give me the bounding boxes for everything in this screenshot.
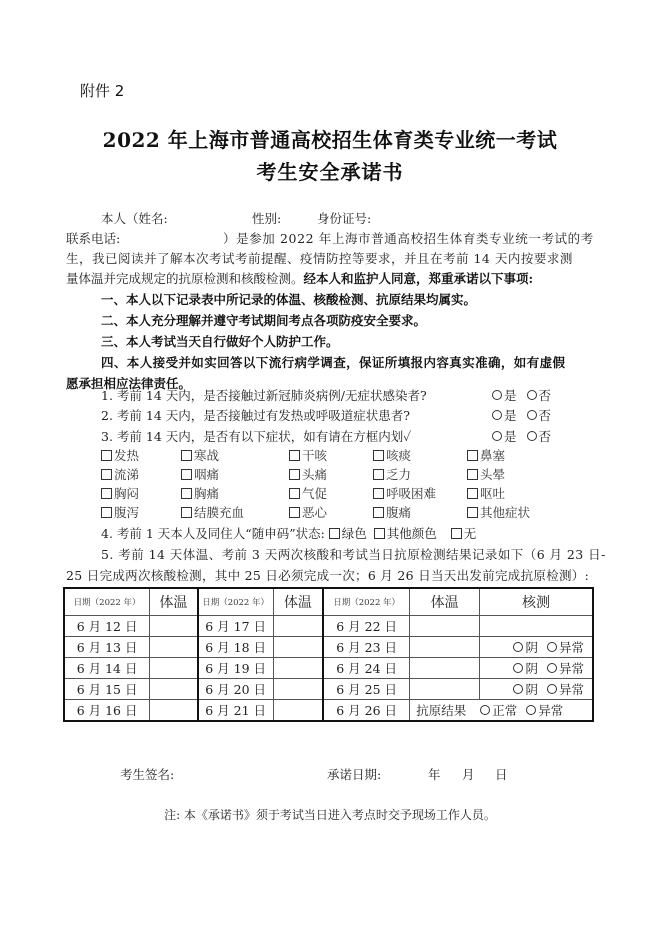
- question-3: [101, 427, 411, 445]
- option-label: 阴: [525, 661, 538, 676]
- symptom-fever[interactable]: [101, 446, 181, 465]
- question-5-line-1: 5. 考前 14 天体温、考前 3 天两次核酸和考试当日抗原检测结果记录如下（6 月 23 日-: [101, 547, 606, 562]
- checkbox-icon: [467, 488, 478, 499]
- table-row: [64, 637, 593, 658]
- intro-line-4: [66, 269, 533, 287]
- year-label: 年: [428, 767, 441, 782]
- date-cell: 6 月 12 日: [64, 616, 150, 637]
- question-3-options: [492, 427, 551, 445]
- symptom-dyspnea[interactable]: [373, 484, 467, 503]
- date-cell: 6 月 20 日: [198, 679, 274, 700]
- intro-line-3: 生，我已阅读并了解本次考试考前提醒、疫情防控等要求，并且在考前 14 天内按要求测: [66, 251, 573, 266]
- option-label: 异常: [558, 682, 584, 697]
- table-row: [64, 679, 593, 700]
- temperature-cell[interactable]: [410, 616, 480, 637]
- symptom-label: 胸闷: [114, 486, 140, 501]
- question-5-line-2: 25 日完成两次核酸检测，其中 25 日必须完成一次；6 月 26 日当天出发前完成抗原检测）:: [66, 568, 590, 583]
- table-header-row: [64, 588, 593, 616]
- gender-field[interactable]: [285, 209, 315, 224]
- nucleic-test-cell: [479, 616, 593, 637]
- checkbox-icon: [373, 507, 384, 518]
- question-4: [101, 524, 476, 542]
- question-2-text: 2. 考前 14 天内，是否接触过有发热或呼吸道症状患者?: [101, 408, 410, 423]
- nucleic-test-cell: [479, 679, 593, 700]
- negative-option[interactable]: [513, 682, 538, 697]
- phone-label: 联系电话:: [66, 231, 121, 246]
- symptom-label: 其他症状: [480, 505, 531, 520]
- id-number-field[interactable]: [378, 209, 558, 224]
- question-2-no[interactable]: [527, 408, 552, 423]
- footnote: 注: 本《承诺书》须于考试当日进入考点时交予现场工作人员。: [164, 808, 496, 822]
- option-label: 异常: [558, 661, 584, 676]
- question-1: [101, 386, 427, 404]
- commitment-4: 四、本人接受并如实回答以下流行病学调查，保证所填报内容真实准确，如有虚假: [101, 355, 566, 370]
- antigen-result-cell: [410, 700, 593, 722]
- checkbox-icon: [467, 450, 478, 461]
- normal-option[interactable]: [480, 703, 517, 718]
- temperature-cell[interactable]: [150, 679, 198, 700]
- question-3-no[interactable]: [527, 429, 552, 444]
- intro-line-4-text: 量体温并完成规定的抗原检测和核酸检测。: [66, 271, 304, 286]
- checkbox-icon: [181, 507, 192, 518]
- checkbox-icon: [289, 488, 300, 499]
- signature-field[interactable]: [185, 763, 315, 780]
- commitment-1: 一、本人以下记录表中所记录的体温、核酸检测、抗原结果均属实。: [101, 292, 477, 307]
- health-code-other-color[interactable]: [374, 526, 437, 541]
- radio-icon: [492, 431, 502, 441]
- temperature-cell[interactable]: [273, 616, 323, 637]
- health-code-green[interactable]: [329, 526, 367, 541]
- radio-icon: [527, 410, 537, 420]
- checkbox-icon: [373, 488, 384, 499]
- option-label: 其他颜色: [386, 526, 437, 541]
- checkbox-icon: [467, 469, 478, 480]
- option-label: 正常: [492, 703, 518, 718]
- date-cell: 6 月 25 日: [323, 679, 410, 700]
- symptom-label: 腹泻: [114, 505, 140, 520]
- radio-icon: [492, 410, 502, 420]
- negative-option[interactable]: [513, 640, 538, 655]
- abnormal-option[interactable]: [547, 640, 584, 655]
- date-cell: 6 月 22 日: [323, 616, 410, 637]
- symptom-label: 干咳: [302, 448, 328, 463]
- checkbox-icon: [101, 488, 112, 499]
- antigen-result-label: 抗原结果: [416, 703, 467, 718]
- temperature-cell[interactable]: [410, 637, 480, 658]
- signer-label: 考生签名:: [120, 767, 175, 782]
- temperature-cell[interactable]: [410, 679, 480, 700]
- name-field[interactable]: [178, 209, 248, 224]
- checkbox-icon: [181, 469, 192, 480]
- commitment-4-cont: 愿承担相应法律责任。: [66, 376, 192, 391]
- symptom-diarrhea[interactable]: [101, 503, 181, 522]
- symptom-label: 乏力: [386, 467, 412, 482]
- question-1-text: 1. 考前 14 天内，是否接触过新冠肺炎病例/无症状感染者?: [101, 388, 427, 403]
- symptom-label: 咽痛: [194, 467, 220, 482]
- temperature-cell[interactable]: [150, 700, 198, 722]
- checkbox-icon: [289, 469, 300, 480]
- document-subtitle: 考生安全承诺书: [256, 160, 404, 184]
- date-column-header: 日期（2022 年）: [323, 588, 410, 616]
- symptom-label: 呕吐: [480, 486, 506, 501]
- document-title: 2022 年上海市普通高校招生体育类专业统一考试: [102, 128, 558, 152]
- temperature-cell[interactable]: [150, 616, 198, 637]
- checkbox-icon: [181, 488, 192, 499]
- symptom-sore-throat[interactable]: [181, 465, 289, 484]
- symptom-checklist: [101, 446, 571, 522]
- date-cell: 6 月 14 日: [64, 658, 150, 679]
- checkbox-icon: [101, 450, 112, 461]
- health-code-none[interactable]: [451, 526, 477, 541]
- radio-icon: [526, 705, 536, 715]
- symptom-phlegm[interactable]: [373, 446, 467, 465]
- symptom-chills[interactable]: [181, 446, 289, 465]
- symptom-runny-nose[interactable]: [101, 465, 181, 484]
- temperature-column-header: 体温: [273, 588, 323, 616]
- month-label: 月: [462, 767, 475, 782]
- symptom-dizziness[interactable]: [467, 465, 567, 484]
- abnormal-option[interactable]: [547, 682, 584, 697]
- health-record-table: [63, 587, 594, 722]
- commitment-3: 三、本人考试当天自行做好个人防护工作。: [101, 334, 339, 349]
- date-cell: 6 月 21 日: [198, 700, 274, 722]
- question-3-yes[interactable]: [492, 429, 517, 444]
- abnormal-option[interactable]: [526, 703, 563, 718]
- radio-icon: [513, 642, 523, 652]
- gender-label: 性别:: [252, 211, 282, 226]
- question-2-yes[interactable]: [492, 408, 517, 423]
- symptom-label: 寒战: [194, 448, 220, 463]
- nucleic-test-column-header: 核测: [479, 588, 593, 616]
- checkbox-icon: [451, 528, 462, 539]
- day-label: 日: [495, 767, 508, 782]
- symptom-row: [101, 503, 571, 522]
- radio-icon: [527, 390, 537, 400]
- symptom-label: 头痛: [302, 467, 328, 482]
- symptom-chest-tightness[interactable]: [101, 484, 181, 503]
- question-1-options: [492, 386, 551, 404]
- temperature-column-header: 体温: [150, 588, 198, 616]
- question-4-text: 4. 考前 1 天本人及同住人“随申码”状态:: [101, 526, 325, 541]
- checkbox-icon: [181, 450, 192, 461]
- temperature-cell[interactable]: [273, 637, 323, 658]
- symptom-label: 流涕: [114, 467, 140, 482]
- table-row: [64, 616, 593, 637]
- symptom-row: [101, 446, 571, 465]
- checkbox-icon: [373, 450, 384, 461]
- checkbox-icon: [329, 528, 340, 539]
- symptom-label: 胸痛: [194, 486, 220, 501]
- date-column-header: 日期（2022 年）: [198, 588, 274, 616]
- symptom-vomiting[interactable]: [467, 484, 567, 503]
- symptom-label: 呼吸困难: [386, 486, 437, 501]
- intro-pledge-emphasis: 经本人和监护人同意，郑重承诺以下事项:: [303, 271, 534, 286]
- symptom-label: 头晕: [480, 467, 506, 482]
- symptom-nasal-congestion[interactable]: [467, 446, 567, 465]
- pledge-date-label: 承诺日期:: [327, 767, 382, 782]
- date-cell: 6 月 23 日: [323, 637, 410, 658]
- symptom-label: 气促: [302, 486, 328, 501]
- radio-icon: [480, 705, 490, 715]
- negative-option[interactable]: [513, 661, 538, 676]
- symptom-conjunctival-congestion[interactable]: [181, 503, 289, 522]
- option-label: 无: [463, 526, 477, 541]
- id-number-label: 身份证号:: [317, 211, 372, 226]
- yes-label: 是: [504, 429, 517, 444]
- temperature-cell[interactable]: [150, 637, 198, 658]
- phone-field[interactable]: [130, 229, 220, 244]
- radio-icon: [547, 642, 557, 652]
- option-label: 阴: [525, 640, 538, 655]
- abnormal-option[interactable]: [547, 661, 584, 676]
- question-2: [101, 406, 410, 424]
- date-cell: 6 月 24 日: [323, 658, 410, 679]
- date-cell: 6 月 18 日: [198, 637, 274, 658]
- symptom-shortness-of-breath[interactable]: [289, 484, 373, 503]
- symptom-row: [101, 484, 571, 503]
- attachment-label: 附件 2: [80, 82, 125, 100]
- question-1-yes[interactable]: [492, 388, 517, 403]
- checkbox-icon: [373, 469, 384, 480]
- question-2-options: [492, 406, 551, 424]
- temperature-cell[interactable]: [150, 658, 198, 679]
- radio-icon: [513, 663, 523, 673]
- yes-label: 是: [504, 408, 517, 423]
- symptom-dry-cough[interactable]: [289, 446, 373, 465]
- no-label: 否: [538, 388, 552, 403]
- temperature-cell[interactable]: [273, 679, 323, 700]
- symptom-other[interactable]: [467, 503, 567, 522]
- date-cell: 6 月 17 日: [198, 616, 274, 637]
- date-cell: 6 月 19 日: [198, 658, 274, 679]
- date-column-header: 日期（2022 年）: [64, 588, 150, 616]
- intro-line-2: ）是参加 2022 年上海市普通高校招生体育类专业统一考试的考: [223, 231, 594, 246]
- checkbox-icon: [101, 469, 112, 480]
- nucleic-test-cell: [479, 637, 593, 658]
- date-cell: 6 月 13 日: [64, 637, 150, 658]
- question-1-no[interactable]: [527, 388, 552, 403]
- nucleic-test-cell: [479, 658, 593, 679]
- question-3-text: 3. 考前 14 天内，是否有以下症状，如有请在方框内划✓: [101, 429, 412, 444]
- symptom-chest-pain[interactable]: [181, 484, 289, 503]
- symptom-nausea[interactable]: [289, 503, 373, 522]
- no-label: 否: [538, 429, 552, 444]
- no-label: 否: [538, 408, 552, 423]
- temperature-cell[interactable]: [273, 658, 323, 679]
- temperature-cell[interactable]: [273, 700, 323, 722]
- radio-icon: [527, 431, 537, 441]
- date-cell: 6 月 26 日: [323, 700, 410, 722]
- checkbox-icon: [374, 528, 385, 539]
- symptom-label: 鼻塞: [480, 448, 506, 463]
- radio-icon: [513, 684, 523, 694]
- table-row: [64, 658, 593, 679]
- symptom-abdominal-pain[interactable]: [373, 503, 467, 522]
- symptom-label: 结膜充血: [194, 505, 245, 520]
- option-label: 异常: [558, 640, 584, 655]
- checkbox-icon: [289, 507, 300, 518]
- radio-icon: [547, 684, 557, 694]
- radio-icon: [492, 390, 502, 400]
- option-label: 异常: [538, 703, 564, 718]
- option-label: 绿色: [341, 526, 367, 541]
- checkbox-icon: [101, 507, 112, 518]
- yes-label: 是: [504, 388, 517, 403]
- radio-icon: [547, 663, 557, 673]
- name-label: 本人（姓名:: [101, 211, 168, 226]
- symptom-label: 发热: [114, 448, 140, 463]
- temperature-cell[interactable]: [410, 658, 480, 679]
- symptom-row: [101, 465, 571, 484]
- table-row: [64, 700, 593, 722]
- symptom-label: 咳痰: [386, 448, 412, 463]
- date-cell: 6 月 15 日: [64, 679, 150, 700]
- checkbox-icon: [467, 507, 478, 518]
- option-label: 阴: [525, 682, 538, 697]
- commitment-2: 二、本人充分理解并遵守考试期间考点各项防疫安全要求。: [101, 313, 427, 328]
- symptom-label: 腹痛: [386, 505, 412, 520]
- temperature-column-header: 体温: [410, 588, 480, 616]
- symptom-label: 恶心: [302, 505, 328, 520]
- symptom-headache[interactable]: [289, 465, 373, 484]
- symptom-fatigue[interactable]: [373, 465, 467, 484]
- date-cell: 6 月 16 日: [64, 700, 150, 722]
- checkbox-icon: [289, 450, 300, 461]
